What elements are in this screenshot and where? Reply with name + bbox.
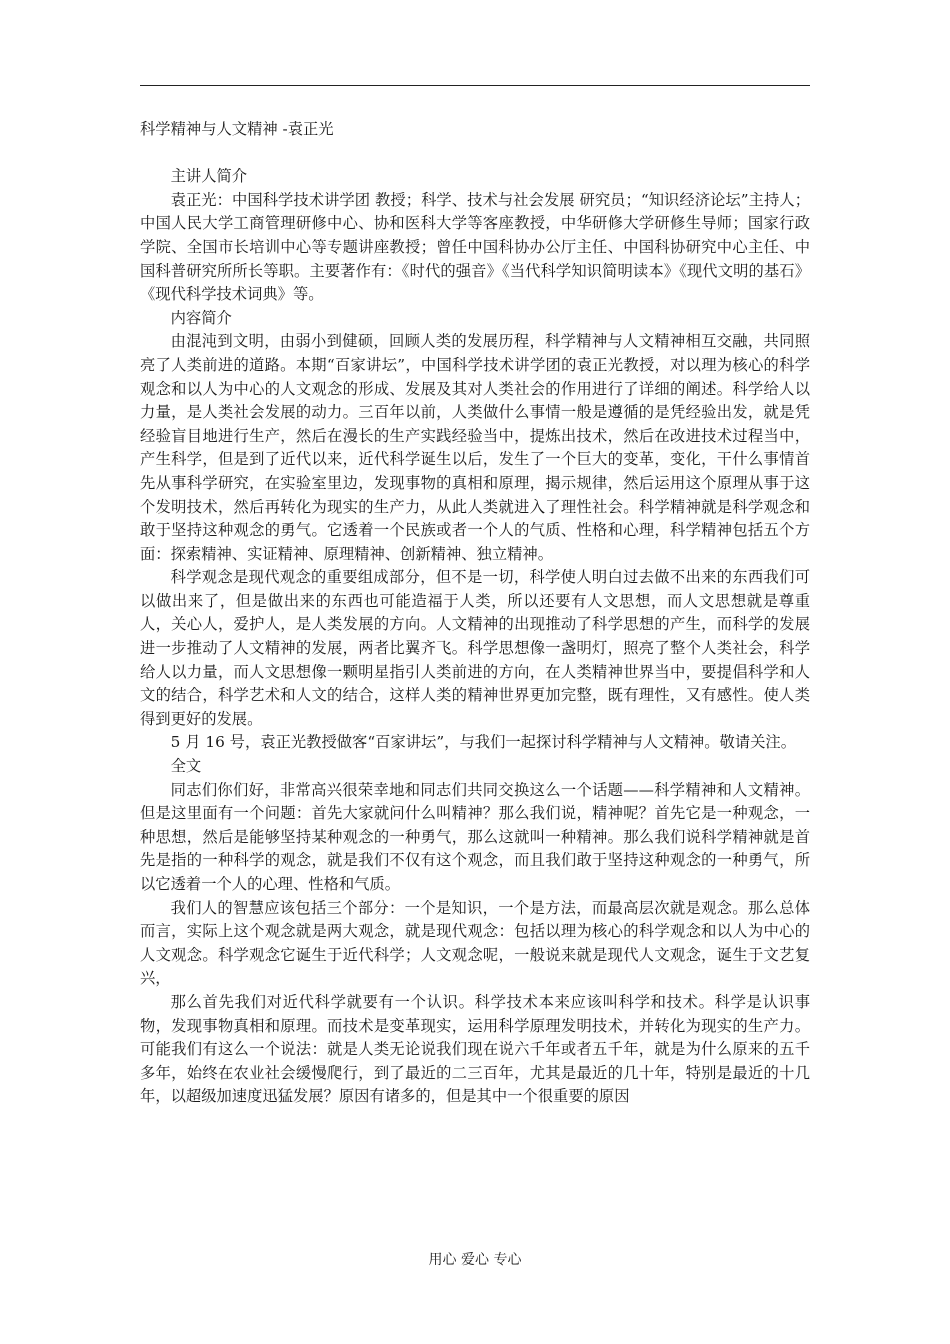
document-title: 科学精神与人文精神 -袁正光: [140, 120, 334, 138]
full-text-paragraph: 我们人的智慧应该包括三个部分：一个是知识，一个是方法，而最高层次就是观念。那么总体而言，实际上这个观念就是两大观念，就是现代观念：包括以理为核心的科学观念和以人为中心的人文观念。科学观念它诞生于近代科学；人文观念呢，一般说来就是现代人文观念，诞生于文艺复兴，: [140, 898, 810, 988]
speaker-intro-paragraph: 袁正光：中国科学技术讲学团 教授；科学、技术与社会发展 研究员；“知识经济论坛”主持人；中国人民大学工商管理研修中心、协和医科大学等客座教授，中华研修大学研修生导师；国家行政学院、全国市长培训中心等专题讲座教授；曾任中国科协办公厅主任、中国科协研究中心主任、中国科普研究所所长等职。主要著作有：《时代的强音》《当代科学知识简明读本》《现代文明的基石》《现代科学技术词典》等。: [140, 190, 810, 304]
speaker-heading: 主讲人简介: [170, 167, 248, 186]
content-paragraph: 由混沌到文明，由弱小到健硕，回顾人类的发展历程，科学精神与人文精神相互交融，共同照亮了人类前进的道路。本期“百家讲坛”，中国科学技术讲学团的袁正光教授，对以理为核心的科学观念和以人为中心的人文观念的形成、发展及其对人类社会的作用进行了详细的阐述。科学给人以力量，是人类社会发展的动力。三百年以前，人类做什么事情一般是遵循的是凭经验出发，就是凭经验盲目地进行生产，然后在漫长的生产实践经验当中，提炼出技术，然后在改进技术过程当中，产生科学，但是到了近代以来，近代科学诞生以后，发生了一个巨大的变革，变化，干什么事情首先从事科学研究，在实验室里边，发现事物的真相和原理，揭示规律，然后运用这个原理从事于这个发明技术，然后再转化为现实的生产力，从此人类就进入了理性社会。科学精神就是科学观念和敢于坚持这种观念的勇气。它透着一个民族或者一个人的气质、性格和心理，科学精神包括五个方面：探索精神、实证精神、原理精神、创新精神、独立精神。: [140, 332, 810, 563]
full-text-heading: 全文: [170, 757, 202, 776]
page-footer: 用心 爱心 专心: [428, 1252, 522, 1268]
content-paragraph: 科学观念是现代观念的重要组成部分，但不是一切，科学使人明白过去做不出来的东西我们可以做出来了，但是做出来的东西也可能造福于人类，所以还要有人文思想，而人文思想就是尊重人，关心人，爱护人，是人类发展的方向。人文精神的出现推动了科学思想的产生，而科学的发展进一步推动了人文精神的发展，两者比翼齐飞。科学思想像一盏明灯，照亮了整个人类社会，科学给人以力量，而人文思想像一颗明星指引人类前进的方向，在人类精神世界当中，要提倡科学和人文的结合，科学艺术和人文的结合，这样人类的精神世界更加完整，既有理性，又有感性。使人类得到更好的发展。: [140, 568, 810, 728]
header-rule: [140, 85, 810, 86]
document-body: [140, 118, 810, 1109]
content-heading: 内容简介: [170, 308, 232, 327]
full-text-paragraph: 同志们你们好，非常高兴很荣幸地和同志们共同交换这么一个话题——科学精神和人文精神。但是这里面有一个问题：首先大家就问什么叫精神？那么我们说，精神呢？首先它是一种观念，一种思想，然后是能够坚持某种观念的一种勇气，那么这就叫一种精神。那么我们说科学精神就是首先是指的一种科学的观念，就是我们不仅有这个观念，而且我们敢于坚持这种观念的一种勇气，所以它透着一个人的心理、性格和气质。: [140, 780, 810, 893]
content-paragraph: 5 月 16 号，袁正光教授做客“百家讲坛”，与我们一起探讨科学精神与人文精神。敬请关注。: [170, 733, 797, 752]
full-text-paragraph: 那么首先我们对近代科学就要有一个认识。科学技术本来应该叫科学和技术。科学是认识事物，发现事物真相和原理。而技术是变革现实，运用科学原理发明技术，并转化为现实的生产力。可能我们有这么一个说法：就是人类无论说我们现在说六千年或者五千年，就是为什么原来的五千多年，始终在农业社会缓慢爬行，到了最近的二三百年，尤其是最近的几十年，特别是最近的十几年，以超级加速度迅猛发展？原因有诸多的，但是其中一个很重要的原因: [140, 992, 810, 1106]
